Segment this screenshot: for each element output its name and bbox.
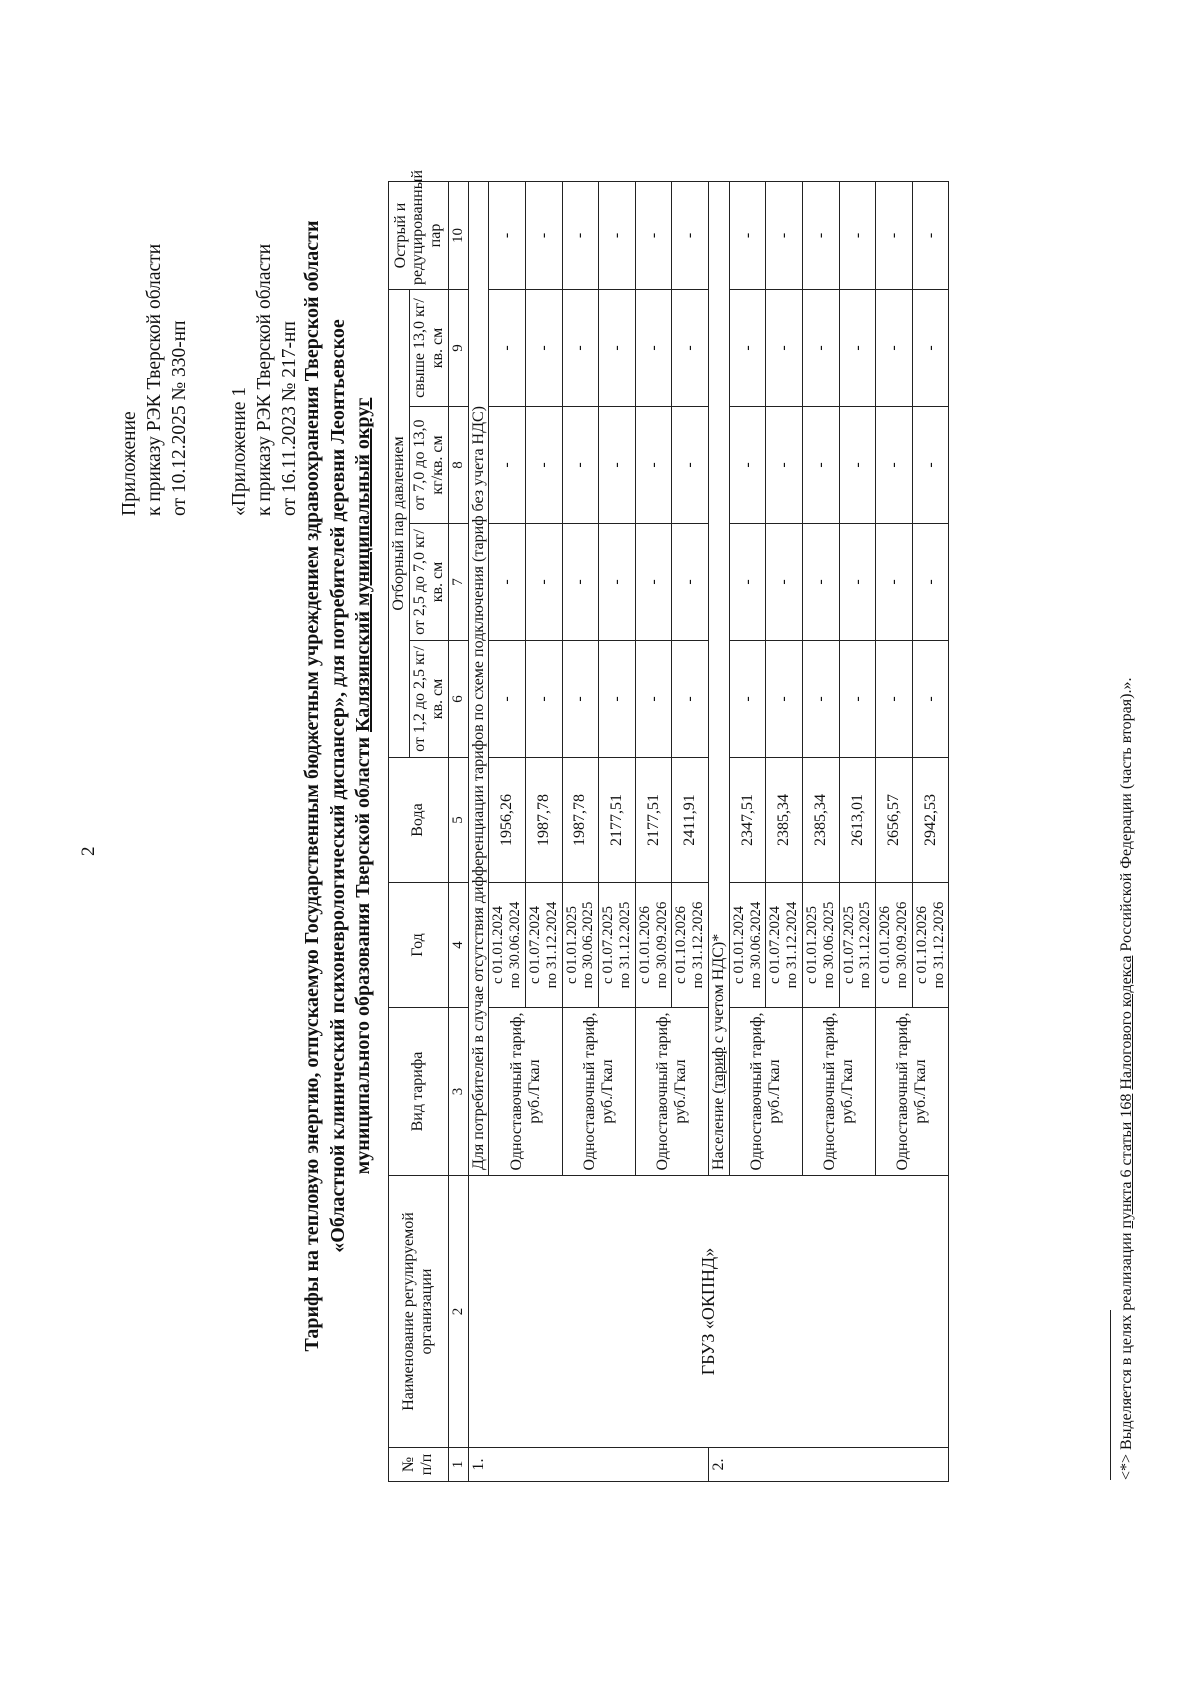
col-header-p4: свыше 13,0 кг/кв. см [409,290,448,407]
steam-value: - [526,290,563,407]
steam-value: - [912,290,949,407]
steam-value: - [839,524,876,641]
steam-value: - [766,290,803,407]
steam-value: - [489,524,526,641]
period-cell: с 01.07.2025 по 31.12.2025 [599,883,636,1008]
steam-value: - [562,407,599,524]
column-numbers-row [448,182,468,1482]
period-cell: с 01.07.2024 по 31.12.2024 [766,883,803,1008]
period-cell: с 01.07.2024 по 31.12.2024 [526,883,563,1008]
sharp-steam-value: - [672,182,709,290]
steam-value: - [876,524,913,641]
col-number: 1 [448,1448,468,1482]
steam-value: - [599,407,636,524]
sharp-steam-value: - [839,182,876,290]
steam-value: - [672,290,709,407]
footnote-divider [1110,1310,1111,1480]
water-value: 2347,51 [729,758,766,883]
tariff-kind: Одноставочный тариф, руб./Гкал [562,1008,635,1176]
steam-value: - [803,524,840,641]
col-header-org: Наименование регулируемой организации [389,1176,449,1448]
section-title: Население (тариф с учетом НДС)* [708,182,729,1176]
sharp-steam-value: - [912,182,949,290]
col-header-kind: Вид тарифа [389,1008,449,1176]
steam-value: - [839,407,876,524]
period-cell: с 01.01.2025 по 30.06.2025 [803,883,840,1008]
period-cell: с 01.10.2026 по 31.12.2026 [912,883,949,1008]
steam-value: - [803,290,840,407]
section-title: Для потребителей в случае отсутствия дифференциации тарифов по схеме подключения (тариф без учета НДС) [468,182,489,1176]
steam-value: - [489,407,526,524]
appendix-1-header [228,244,303,516]
col-header-steam-group: Отборный пар давлением [389,290,410,758]
water-value: 2942,53 [912,758,949,883]
header-line: от 10.12.2025 № 330-нп [168,320,190,516]
period-cell: с 01.01.2024 по 30.06.2024 [729,883,766,1008]
steam-value: - [876,290,913,407]
steam-value: - [599,641,636,758]
steam-value: - [635,524,672,641]
tariff-kind: Одноставочный тариф, руб./Гкал [635,1008,708,1176]
col-header-p3: от 7,0 до 13,0 кг/кв. см [409,407,448,524]
sharp-steam-value: - [526,182,563,290]
col-number: 3 [448,1008,468,1176]
period-cell: с 01.01.2026 по 30.09.2026 [876,883,913,1008]
tariff-kind: Одноставочный тариф, руб./Гкал [489,1008,562,1176]
header-line: от 16.11.2023 № 217-нп [278,321,300,516]
steam-value: - [839,290,876,407]
period-cell: с 01.10.2026 по 31.12.2026 [672,883,709,1008]
header-line: «Приложение 1 [229,386,250,516]
water-value: 2385,34 [803,758,840,883]
steam-value: - [562,290,599,407]
col-number: 4 [448,883,468,1008]
document-title [300,186,377,1386]
sharp-steam-value: - [876,182,913,290]
header-line: к приказу РЭК Тверской области [253,243,275,516]
col-number: 2 [448,1176,468,1448]
sharp-steam-value: - [803,182,840,290]
sharp-steam-value: - [489,182,526,290]
header-line: Приложение [119,411,140,516]
steam-value: - [526,524,563,641]
water-value: 2656,57 [876,758,913,883]
steam-value: - [729,407,766,524]
steam-value: - [672,524,709,641]
steam-value: - [803,407,840,524]
water-value: 2385,34 [766,758,803,883]
col-number: 9 [448,290,468,407]
water-value: 2177,51 [599,758,636,883]
tariff-kind: Одноставочный тариф, руб./Гкал [876,1008,949,1176]
water-value: 2411,91 [672,758,709,883]
steam-value: - [526,407,563,524]
water-value: 2613,01 [839,758,876,883]
steam-value: - [839,641,876,758]
tariff-kind: Одноставочный тариф, руб./Гкал [803,1008,876,1176]
steam-value: - [599,290,636,407]
steam-value: - [489,641,526,758]
steam-value: - [489,290,526,407]
steam-value: - [912,407,949,524]
steam-value: - [635,290,672,407]
col-number: 5 [448,758,468,883]
sharp-steam-value: - [635,182,672,290]
steam-value: - [729,524,766,641]
col-header-water: Вода [389,758,449,883]
section-number: 1. [468,1448,708,1482]
title-line: Тарифы на тепловую энергию, отпускаемую Государственным бюджетным учреждением здравоохранения Тверской области [301,220,323,1352]
section-number: 2. [708,1448,948,1482]
water-value: 1987,78 [526,758,563,883]
steam-value: - [912,524,949,641]
tariff-kind: Одноставочный тариф, руб./Гкал [729,1008,802,1176]
col-header-sharp-steam: Острый и редуцированный пар [389,182,449,290]
steam-value: - [526,641,563,758]
steam-value: - [729,641,766,758]
title-line: муниципального образования Тверской области Калязинский муниципальный округ [352,397,375,1175]
steam-value: - [672,407,709,524]
col-header-p1: от 1,2 до 2,5 кг/кв. см [409,641,448,758]
steam-value: - [672,641,709,758]
period-cell: с 01.01.2024 по 30.06.2024 [489,883,526,1008]
col-number: 8 [448,407,468,524]
steam-value: - [562,641,599,758]
col-header-year: Год [389,883,449,1008]
steam-value: - [729,290,766,407]
title-line: «Областной клинический психоневрологический диспансер», для потребителей деревни Леонтьевское [326,319,349,1253]
steam-value: - [803,641,840,758]
sharp-steam-value: - [766,182,803,290]
col-number: 6 [448,641,468,758]
col-number: 7 [448,524,468,641]
period-cell: с 01.01.2026 по 30.09.2026 [635,883,672,1008]
sharp-steam-value: - [729,182,766,290]
steam-value: - [766,641,803,758]
sharp-steam-value: - [599,182,636,290]
appendix-header [118,244,193,516]
sharp-steam-value: - [562,182,599,290]
footnote: <*> Выделяется в целях реализации пункта 6 статьи 168 Налогового кодекса Российской Федерации (часть вторая).». [1118,677,1135,1480]
steam-value: - [635,641,672,758]
steam-value: - [562,524,599,641]
header-line: к приказу РЭК Тверской области [143,243,165,516]
steam-value: - [599,524,636,641]
steam-value: - [876,407,913,524]
section-row-1 [468,182,489,1482]
steam-value: - [635,407,672,524]
period-cell: с 01.01.2025 по 30.06.2025 [562,883,599,1008]
tariffs-table [388,169,949,1482]
water-value: 1987,78 [562,758,599,883]
water-value: 1956,26 [489,758,526,883]
period-cell: с 01.07.2025 по 31.12.2025 [839,883,876,1008]
steam-value: - [766,407,803,524]
steam-value: - [876,641,913,758]
col-number: 10 [448,182,468,290]
water-value: 2177,51 [635,758,672,883]
steam-value: - [912,641,949,758]
steam-value: - [766,524,803,641]
col-header-p2: от 2,5 до 7,0 кг/кв. см [409,524,448,641]
organization-name: ГБУЗ «ОКПНД» [468,1176,949,1448]
page-number: 2 [78,846,99,856]
col-header-num: № п/п [389,1448,449,1482]
